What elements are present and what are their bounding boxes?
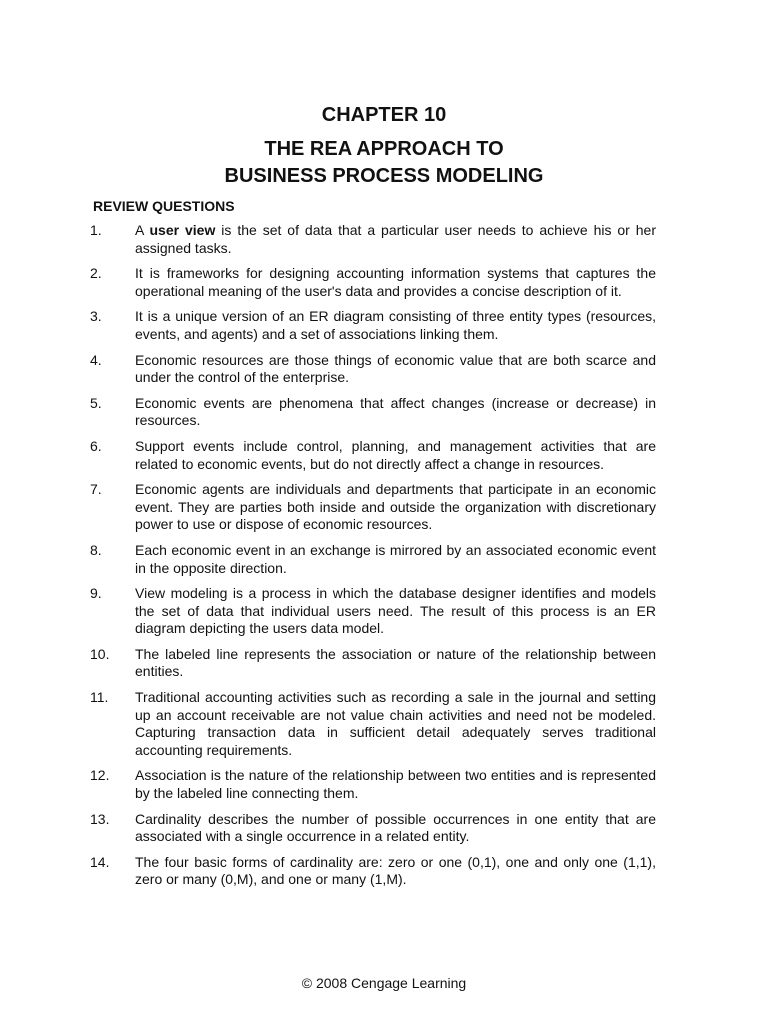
question-number: 8. bbox=[90, 541, 102, 558]
review-questions-list bbox=[90, 222, 656, 897]
question-number: 1. bbox=[90, 222, 102, 238]
question-text: Each economic event in an exchange is mirrored by an associated economic event in the opposite direction. bbox=[135, 541, 656, 576]
question-text: Cardinality describes the number of possible occurrences in one entity that are associated with a single occurrence in a related entity. bbox=[135, 810, 656, 845]
question-number: 2. bbox=[90, 265, 102, 282]
question-text-part: A bbox=[135, 222, 150, 238]
question-number: 13. bbox=[90, 810, 110, 827]
question-item bbox=[90, 481, 656, 534]
question-item bbox=[90, 811, 656, 846]
question-number: 7. bbox=[90, 481, 102, 498]
question-item bbox=[90, 854, 656, 889]
question-number: 4. bbox=[90, 351, 102, 368]
question-item bbox=[90, 308, 656, 343]
question-text: Economic resources are those things of economic value that are both scarce and under the control of the enterprise. bbox=[135, 351, 656, 386]
question-item bbox=[90, 542, 656, 577]
question-number: 14. bbox=[90, 853, 110, 870]
question-number: 10. bbox=[90, 645, 110, 662]
question-text: Association is the nature of the relationship between two entities and is represented by the labeled line connecting them. bbox=[135, 767, 656, 802]
question-text: Economic agents are individuals and departments that participate in an economic event. They are parties both inside and outside the organization with discretionary power to use or dispose of economic resources. bbox=[135, 481, 656, 533]
question-item bbox=[90, 395, 656, 430]
question-number: 3. bbox=[90, 308, 102, 325]
question-text: Support events include control, planning, and management activities that are related to economic events, but do not directly affect a change in resources. bbox=[135, 437, 656, 472]
question-bold-term: user view bbox=[149, 222, 216, 238]
chapter-title-line-1: THE REA APPROACH TO bbox=[264, 138, 504, 160]
question-text bbox=[135, 222, 656, 257]
question-text: The four basic forms of cardinality are: zero or one (0,1), one and only one (1,1), zero or many (0,M), and one or many (1,M). bbox=[135, 853, 656, 888]
question-text: View modeling is a process in which the database designer identifies and models the set of data that individual users need. The result of this process is an ER diagram depicting the users data model. bbox=[135, 585, 656, 637]
question-text: The labeled line represents the association or nature of the relationship between entities. bbox=[135, 645, 656, 680]
question-text: It is a unique version of an ER diagram consisting of three entity types (resources, events, and agents) and a set of associations linking them. bbox=[135, 308, 656, 342]
question-text: Traditional accounting activities such as recording a sale in the journal and setting up an account receivable are not value chain activities and need not be modeled. Capturing transaction data in sufficient detail adequately serves traditional accounting requirements. bbox=[135, 689, 656, 758]
question-item bbox=[90, 689, 656, 759]
question-text: Economic events are phenomena that affect changes (increase or decrease) in resources. bbox=[135, 394, 656, 429]
question-text: It is frameworks for designing accounting information systems that captures the operational meaning of the user's data and provides a concise description of it. bbox=[135, 265, 656, 299]
chapter-title-line-2: BUSINESS PROCESS MODELING bbox=[224, 165, 544, 187]
question-item bbox=[90, 438, 656, 473]
question-number: 6. bbox=[90, 437, 102, 454]
question-number: 9. bbox=[90, 585, 102, 602]
section-heading: REVIEW QUESTIONS bbox=[93, 198, 235, 214]
question-item bbox=[90, 222, 656, 257]
question-number: 11. bbox=[90, 689, 109, 706]
question-item bbox=[90, 352, 656, 387]
question-item bbox=[90, 767, 656, 802]
question-item bbox=[90, 265, 656, 300]
chapter-number: CHAPTER 10 bbox=[321, 104, 447, 126]
question-number: 5. bbox=[90, 394, 102, 411]
question-item bbox=[90, 646, 656, 681]
question-text-part: is the set of data that a particular user needs to achieve his or her assigned tasks. bbox=[135, 222, 656, 256]
copyright-footer: © 2008 Cengage Learning bbox=[301, 975, 467, 991]
question-item bbox=[90, 585, 656, 638]
question-number: 12. bbox=[90, 767, 110, 784]
